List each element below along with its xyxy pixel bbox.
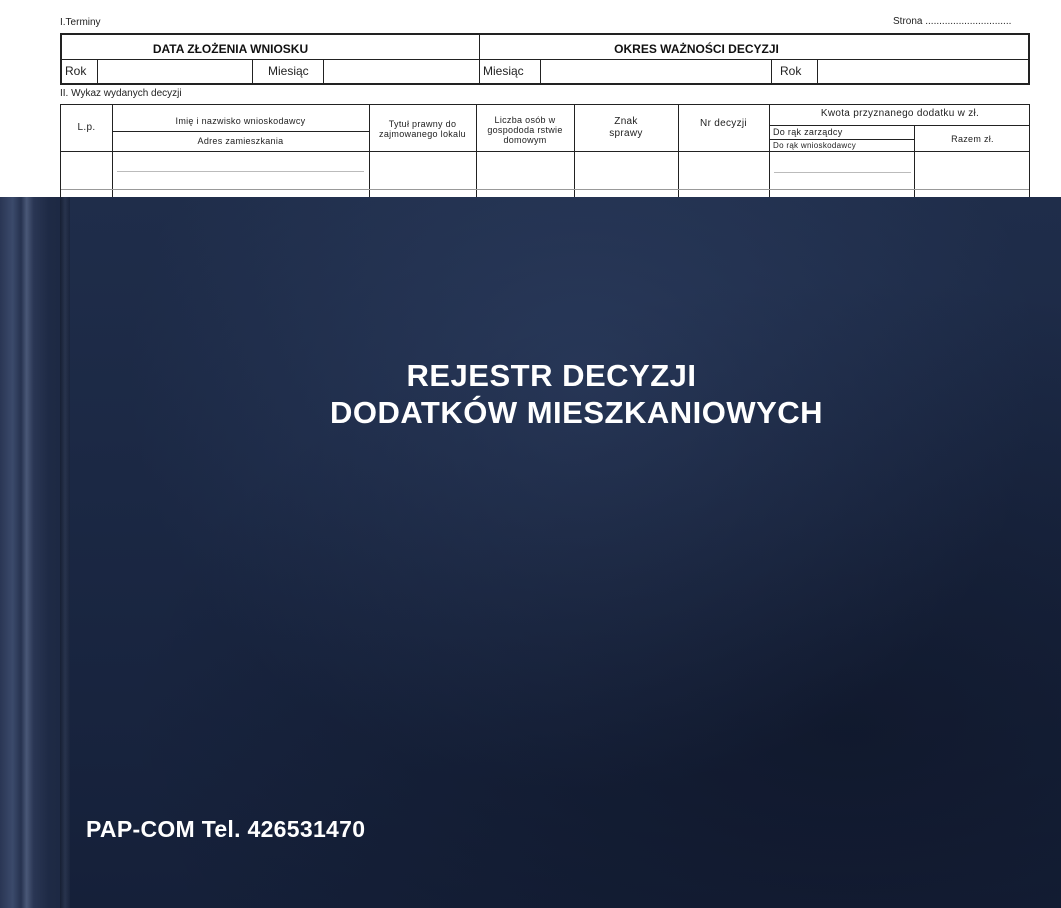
divider bbox=[252, 59, 253, 83]
case-ref-header-line1: Znak bbox=[614, 116, 638, 127]
publisher-contact: PAP-COM Tel. 426531470 bbox=[86, 816, 366, 842]
applicant-name-header: Imię i nazwisko wnioskodawcy bbox=[175, 116, 306, 126]
case-ref-header-line2: sprawy bbox=[609, 128, 643, 139]
divider bbox=[61, 189, 1029, 190]
divider bbox=[112, 131, 369, 132]
lp-header: L.p. bbox=[77, 122, 96, 133]
address-header: Adres zamieszkania bbox=[197, 136, 284, 146]
divider bbox=[771, 59, 772, 83]
cover-title bbox=[0, 357, 1061, 431]
to-manager-header: Do rąk zarządcy bbox=[773, 127, 843, 137]
divider bbox=[323, 59, 324, 83]
decision-validity-header: OKRES WAŻNOŚCI DECYZJI bbox=[614, 42, 779, 56]
cover-title-line1: REJESTR DECYZJI bbox=[406, 358, 697, 393]
form-sheet bbox=[0, 0, 1061, 197]
to-applicant-header: Do rąk wnioskodawcy bbox=[773, 141, 857, 150]
page-number-field: Strona ............................... bbox=[893, 16, 1012, 27]
section2-label: II. Wykaz wydanych decyzji bbox=[60, 88, 182, 99]
submission-month-label: Miesiąc bbox=[268, 64, 309, 78]
divider bbox=[61, 151, 1029, 152]
book-cover bbox=[0, 197, 1061, 908]
divider bbox=[769, 125, 1029, 126]
legal-title-header-line1: Tytuł prawny do bbox=[388, 119, 457, 129]
terms-table bbox=[60, 33, 1030, 85]
divider bbox=[97, 59, 98, 83]
spine-groove bbox=[60, 197, 70, 908]
total-header: Razem zł. bbox=[951, 134, 994, 144]
amount-header: Kwota przyznanego dodatku w zł. bbox=[820, 108, 980, 119]
submission-date-header: DATA ZŁOŻENIA WNIOSKU bbox=[152, 42, 309, 56]
household-header-line1: Liczba osób w bbox=[494, 115, 556, 125]
household-header-line3: domowym bbox=[503, 135, 547, 145]
entry-line bbox=[774, 172, 911, 173]
decision-number-header: Nr decyzji bbox=[700, 118, 747, 129]
legal-title-header-line2: zajmowanego lokalu bbox=[379, 129, 466, 139]
submission-year-label: Rok bbox=[65, 64, 87, 78]
cover-title-line2: DODATKÓW MIESZKANIOWYCH bbox=[329, 395, 824, 430]
validity-year-label: Rok bbox=[780, 64, 802, 78]
divider bbox=[540, 59, 541, 83]
entry-line bbox=[117, 171, 364, 172]
household-header-line2: gospododa rstwie bbox=[487, 125, 563, 135]
validity-month-label: Miesiąc bbox=[483, 64, 524, 78]
divider bbox=[62, 59, 1028, 60]
divider bbox=[769, 139, 914, 140]
decisions-table bbox=[60, 104, 1030, 197]
divider bbox=[817, 59, 818, 83]
section1-label: I.Terminy bbox=[60, 17, 101, 28]
